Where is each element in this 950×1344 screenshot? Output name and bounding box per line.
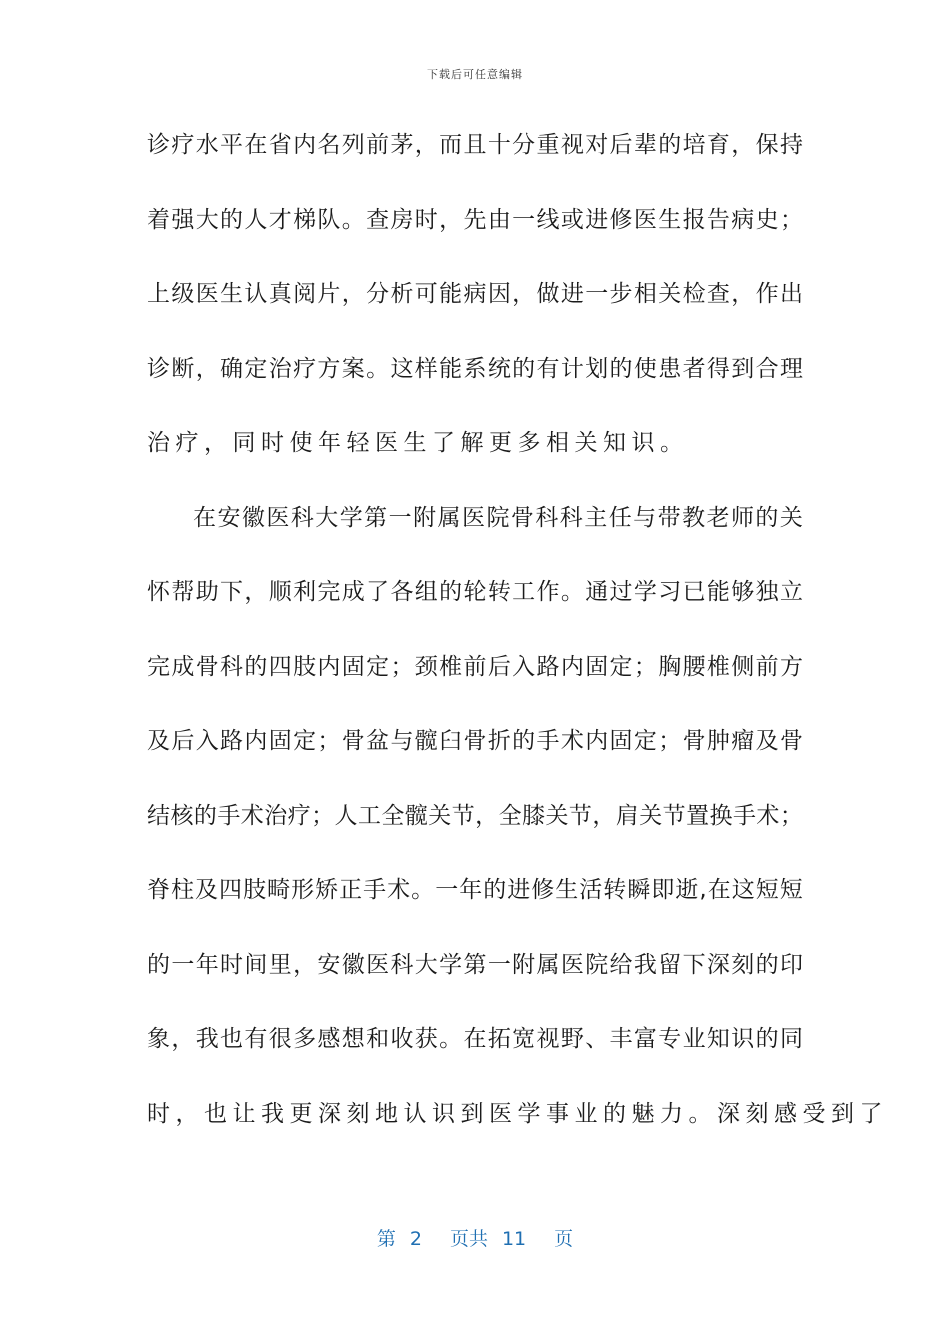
text-line: 脊 柱 及 四 肢 畸 形 矫 正 手 术 。 一 年 的 进 修 生 活 转 瞬 即 逝 , 在 这 短 短 [147, 877, 803, 903]
text-line: 结 核 的 手 术 治 疗 ； 人 工 全 髋 关 节 ， 全 膝 关 节 ， 肩 关 节 置 换 手 术 ； [147, 802, 803, 829]
text-line: 及 后 入 路 内 固 定 ； 骨 盆 与 髋 臼 骨 折 的 手 术 内 固 定 ； 骨 肿 瘤 及 骨 [147, 728, 803, 754]
text-line: 诊 疗 水 平 在 省 内 名 列 前 茅 ， 而 且 十 分 重 视 对 后 辈 的 培 育 ， 保 持 [147, 132, 803, 158]
text-line: 象 ， 我 也 有 很 多 感 想 和 收 获 。 在 拓 宽 视 野 、 丰 富 专 业 知 识 的 同 [147, 1026, 803, 1052]
footer-middle: 页共 [449, 1228, 488, 1250]
text-line: 完 成 骨 科 的 四 肢 内 固 定 ； 颈 椎 前 后 入 路 内 固 定 ； 胸 腰 椎 侧 前 方 [147, 653, 803, 680]
text-line: 着 强 大 的 人 才 梯 队 。 查 房 时 ， 先 由 一 线 或 进 修 医 生 报 告 病 史 ； [147, 206, 803, 233]
text-line: 的 一 年 时 间 里 ， 安 徽 医 科 大 学 第 一 附 属 医 院 给 我 留 下 深 刻 的 印 [147, 951, 803, 978]
footer-page-number: 2 [409, 1228, 422, 1250]
page-footer [0, 1224, 950, 1251]
footer-prefix: 第 [376, 1228, 396, 1250]
text-line: 时，也让我更深刻地认识到医学事业的魅力。深刻感受到了 [147, 1100, 888, 1127]
footer-suffix: 页 [554, 1228, 574, 1250]
text-line: 在 安 徽 医 科 大 学 第 一 附 属 医 院 骨 科 科 主 任 与 带 教 老 师 的 关 [193, 504, 803, 531]
footer-total-pages: 11 [501, 1228, 527, 1250]
text-line: 怀 帮 助 下 ， 顺 利 完 成 了 各 组 的 轮 转 工 作 。 通 过 学 习 已 能 够 独 立 [147, 579, 803, 605]
text-line: 诊 断 ， 确 定 治 疗 方 案 。 这 样 能 系 统 的 有 计 划 的 使 患 者 得 到 合 理 [147, 355, 803, 382]
text-line: 治疗，同时使年轻医生了解更多相关知识。 [147, 430, 689, 456]
page-header-note: 下载后可任意编辑 [427, 68, 523, 81]
document-body [147, 118, 888, 1161]
text-line: 上 级 医 生 认 真 阅 片 ， 分 析 可 能 病 因 ， 做 进 一 步 相 关 检 查 ， 作 出 [147, 281, 803, 307]
